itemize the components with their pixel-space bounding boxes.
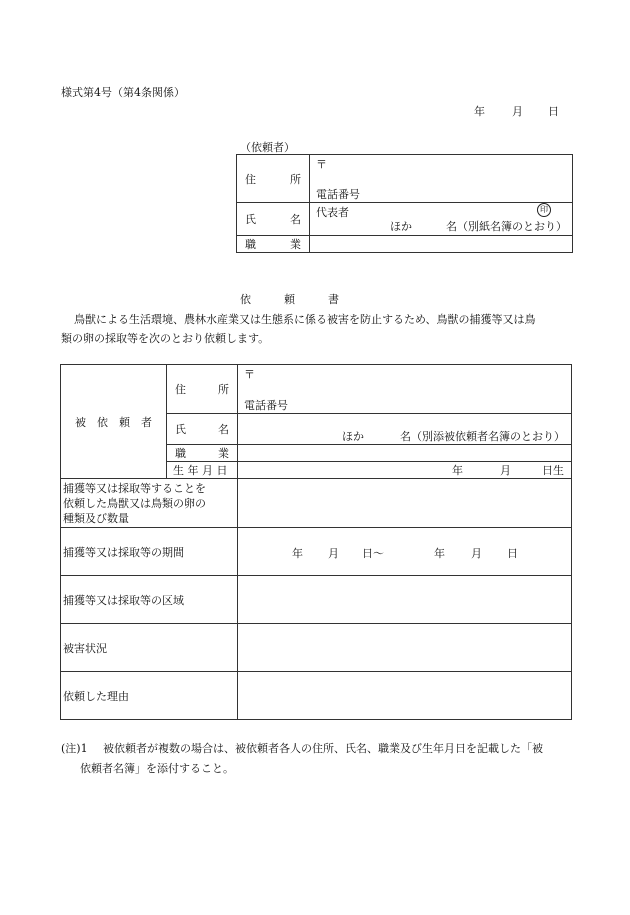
period-day2: 日 [507,546,518,560]
requestee-address-field[interactable] [238,365,572,414]
birth-year-label: 年 [452,464,463,477]
period-day1: 日〜 [362,546,384,560]
phone-label: 電話番号 [244,399,288,412]
requestee-occupation-label-cell [167,445,238,462]
requester-occupation-label-cell [237,236,310,253]
reason-field[interactable] [238,672,572,720]
label-char: 所 [218,383,229,396]
label-char: 氏 [175,423,186,436]
reason-label-cell [61,672,238,720]
period-label: 捕獲等又は採取等の期間 [63,545,184,559]
date-year-label: 年 [474,105,485,118]
species-label-line3: 種類及び数量 [63,512,129,525]
note-prefix: (注)1 [61,742,88,755]
form-number: 様式第4号（第4条関係） [61,86,185,99]
damage-label: 被害状況 [63,641,107,655]
label-char: 業 [218,447,229,460]
species-label-line1: 捕獲等又は採取等することを [63,482,206,495]
requester-name-field[interactable] [310,203,573,236]
label-char: 名 [290,213,301,226]
label-char: 職 [245,238,256,251]
postal-mark: 〒 [244,368,255,381]
phone-label: 電話番号 [316,188,360,201]
requestee-address-label-cell [167,365,238,414]
label-char: 住 [175,383,186,396]
requester-section-label: （依頼者） [240,141,295,154]
area-label: 捕獲等又は採取等の区域 [63,593,184,607]
label-char: 名 [218,423,229,436]
note-line1: 被依頼者が複数の場合は、被依頼者各人の住所、氏名、職業及び生年月日を記載した「被 [103,742,543,755]
requestee-birthdate-label-cell [167,462,238,479]
document-title: 依 頼 書 [240,293,339,306]
label-char: 氏 [245,213,256,226]
requester-occupation-field[interactable] [310,236,573,253]
period-month1: 月 [328,546,339,560]
requester-name-label-cell [237,203,310,236]
date-month-label: 月 [512,105,523,118]
species-field[interactable] [238,479,572,528]
area-label-cell [61,576,238,624]
label-char: 業 [290,238,301,251]
damage-field[interactable] [238,624,572,672]
label-char: 所 [290,172,301,186]
birth-day-label: 日生 [542,464,564,477]
seal-mark: 印 [537,203,551,217]
body-paragraph-line1: 鳥獣による生活環境、農林水産業又は生態系に係る被害を防止するため、鳥獣の捕獲等又は鳥 [74,313,536,326]
others-suffix: 名（別紙名簿のとおり） [446,220,567,233]
requestee-birthdate-field[interactable] [238,462,572,479]
others-label: ほか [390,220,412,233]
date-day-label: 日 [548,105,559,118]
period-field[interactable] [238,528,572,576]
postal-mark: 〒 [316,158,327,171]
others-suffix: 名（別添被依頼者名簿のとおり） [400,430,565,443]
label-char: 職 [175,447,186,460]
requestee-name-label-cell [167,414,238,445]
main-table [60,364,572,720]
period-label-cell [61,528,238,576]
birth-month-label: 月 [500,464,511,477]
others-label: ほか [342,430,364,443]
label-char: 住 [245,172,256,186]
period-year2: 年 [434,546,445,560]
area-field[interactable] [238,576,572,624]
species-label-line2: 依頼した鳥獣又は鳥類の卵の [63,497,206,510]
representative-label: 代表者 [316,206,349,219]
damage-label-cell [61,624,238,672]
period-year1: 年 [292,546,303,560]
note-line2: 依頼者名簿」を添付すること。 [80,762,234,775]
requester-address-field[interactable] [310,155,573,203]
period-month2: 月 [471,546,482,560]
body-paragraph-line2: 類の卵の採取等を次のとおり依頼します。 [61,332,270,345]
requester-address-label-cell [237,155,310,203]
requestee-occupation-field[interactable] [238,445,572,462]
requestee-name-field[interactable] [238,414,572,445]
reason-label: 依頼した理由 [63,689,129,703]
birthdate-label: 生 年 月 日 [173,464,228,477]
requestee-label-cell [61,365,167,479]
species-label-cell [61,479,238,528]
requestee-label: 被 依 頼 者 [75,415,152,429]
requester-table [236,154,573,253]
